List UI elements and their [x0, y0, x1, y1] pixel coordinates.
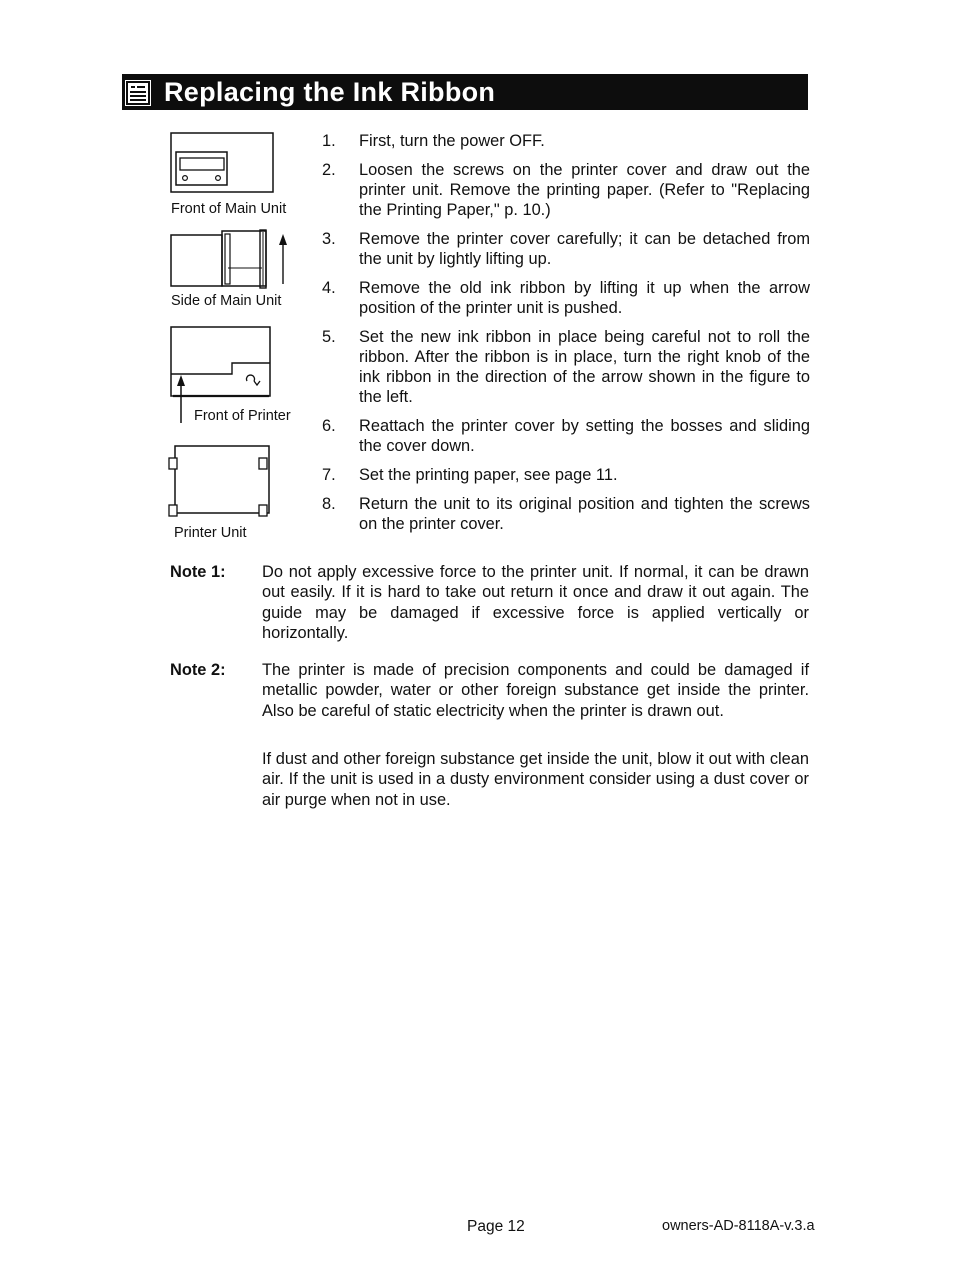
list-item: 2. Loosen the screws on the printer cover and draw out the printer unit. Remove the printing paper. (Refer to "Replacing the Printing Paper," p. 10.)	[322, 161, 810, 219]
note-2	[170, 660, 810, 744]
note-1	[170, 562, 810, 646]
note-label: Note 1:	[170, 563, 226, 581]
page-number: Page 12	[467, 1218, 525, 1235]
document-id: owners-AD-8118A-v.3.a	[662, 1218, 815, 1234]
list-item: 1. First, turn the power OFF.	[322, 132, 545, 150]
list-item: 6. Reattach the printer cover by setting the bosses and sliding the cover down.	[322, 417, 810, 455]
list-item: 4. Remove the old ink ribbon by lifting it up when the arrow position of the printer unit is pushed.	[322, 279, 810, 317]
side-of-main-unit-figure	[170, 228, 294, 292]
list-item: 8. Return the unit to its original position and tighten the screws on the printer cover.	[322, 495, 810, 533]
note-text: The printer is made of precision components and could be damaged if metallic powder, water or other foreign substance get inside the printer. Also be careful of static electricity when the printer is drawn out.	[262, 661, 809, 720]
list-item: 7. Set the printing paper, see page 11.	[322, 466, 618, 484]
list-item: 5. Set the new ink ribbon in place being careful not to roll the ribbon. After the ribbon is in place, turn the right knob of the ink ribbon in the direction of the arrow shown in the figure to the left.	[322, 328, 810, 406]
note-text: Do not apply excessive force to the printer unit. If normal, it can be drawn out easily. If it is hard to take out return it once and draw it out again. The guide may be damaged if excessive force is applied vertically or horizontally.	[262, 563, 809, 642]
section-title-bar	[122, 74, 808, 110]
figure-caption: Side of Main Unit	[171, 293, 282, 309]
front-of-main-unit-figure	[170, 132, 276, 196]
figure-caption: Printer Unit	[174, 525, 247, 541]
figure-caption: Front of Main Unit	[171, 201, 287, 217]
list-item: 3. Remove the printer cover carefully; it can be detached from the unit by lightly lifting up.	[322, 230, 810, 268]
figure-caption: Front of Printer	[194, 408, 291, 424]
steps-list	[322, 131, 810, 534]
list-icon	[125, 80, 151, 106]
page-title: Replacing the Ink Ribbon	[164, 77, 496, 107]
printer-unit-figure	[168, 443, 276, 519]
note-label: Note 2:	[170, 661, 226, 679]
note-text: If dust and other foreign substance get inside the unit, blow it out with clean air. If the unit is used in a dusty environment consider using a dust cover or air purge when not in use.	[262, 750, 809, 809]
